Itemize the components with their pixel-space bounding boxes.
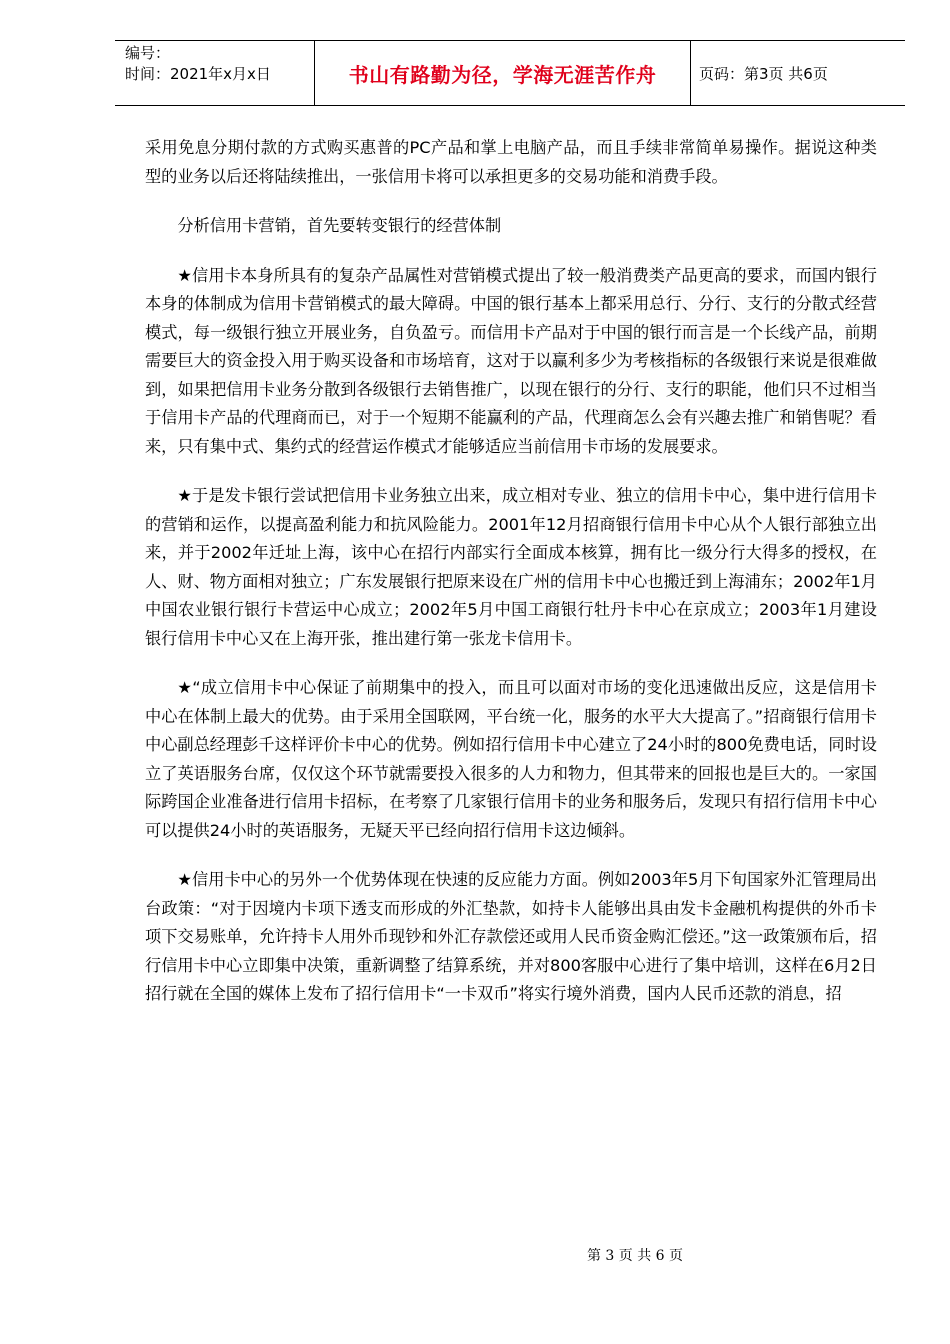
paragraph-3: ★于是发卡银行尝试把信用卡业务独立出来，成立相对专业、独立的信用卡中心，集中进行信用卡的营销和运作，以提高盈利能力和抗风险能力。2001年12月招商银行信用卡中心从个人银行部独立出来，并于2002年迁址上海，该中心在招行内部实行全面成本核算，拥有比一级分行大得多的授权，在人、财、物方面相对独立；广东发展银行把原来设在广州的信用卡中心也搬迁到上海浦东；2002年1月中国农业银行银行卡营运中心成立；2002年5月中国工商银行牡丹卡中心在京成立；2003年1月建设银行信用卡中心又在上海开张，推出建行第一张龙卡信用卡。 [145,486,877,648]
time-label: 时间：2021年x月x日 [125,65,271,83]
paragraph-5: ★信用卡中心的另外一个优势体现在快速的反应能力方面。例如2003年5月下旬国家外汇管理局出台政策：“对于因境内卡项下透支而形成的外汇垫款，如持卡人能够出具由发卡金融机构提供的外币卡项下交易账单，允许持卡人用外币现钞和外汇存款偿还或用人民币资金购汇偿还。”这一政策颁布后，招行信用卡中心立即集中决策，重新调整了结算系统，并对800客服中心进行了集中培训，这样在6月2日招行就在全国的媒体上发布了招行信用卡“一卡双币”将实行境外消费，国内人民币还款的消息，招 [145,870,877,1003]
page-header [115,40,905,106]
page-footer: 第 3 页 共 6 页 [586,1248,684,1264]
header-motto: 书山有路勤为径，学海无涯苦作舟 [315,41,691,105]
serial-label: 编号： [125,44,171,62]
paragraph-1: 采用免息分期付款的方式购买惠普的PC产品和掌上电脑产品，而且手续非常简单易操作。据说这种类型的业务以后还将陆续推出，一张信用卡将可以承担更多的交易功能和消费手段。 [145,138,877,186]
paragraph-2: ★信用卡本身所具有的复杂产品属性对营销模式提出了较一般消费类产品更高的要求，而国内银行本身的体制成为信用卡营销模式的最大障碍。中国的银行基本上都采用总行、分行、支行的分散式经营模式，每一级银行独立开展业务，自负盈亏。而信用卡产品对于中国的银行而言是一个长线产品，前期需要巨大的资金投入用于购买设备和市场培育，这对于以赢利多少为考核指标的各级银行来说是很难做到，如果把信用卡业务分散到各级银行去销售推广，以现在银行的分行、支行的职能，他们只不过相当于信用卡产品的代理商而已，对于一个短期不能赢利的产品，代理商怎么会有兴趣去推广和销售呢？看来，只有集中式、集约式的经营运作模式才能够适应当前信用卡市场的发展要求。 [145,265,877,456]
paragraph-4: ★“成立信用卡中心保证了前期集中的投入，而且可以面对市场的变化迅速做出反应，这是信用卡中心在体制上最大的优势。由于采用全国联网，平台统一化，服务的水平大大提高了。”招商银行信用卡中心副总经理彭千这样评价卡中心的优势。例如招行信用卡中心建立了24小时的800免费电话，同时设立了英语服务台席，仅仅这个环节就需要投入很多的人力和物力，但其带来的回报也是巨大的。一家国际跨国企业准备进行信用卡招标，在考察了几家银行信用卡的业务和服务后，发现只有招行信用卡中心可以提供24小时的英语服务，无疑天平已经向招行信用卡这边倾斜。 [145,678,877,840]
section-heading: 分析信用卡营销，首先要转变银行的经营体制 [177,216,502,235]
header-meta-cell [115,41,315,105]
document-body [145,134,877,1009]
header-page-info: 页码：第3页 共6页 [699,64,828,83]
